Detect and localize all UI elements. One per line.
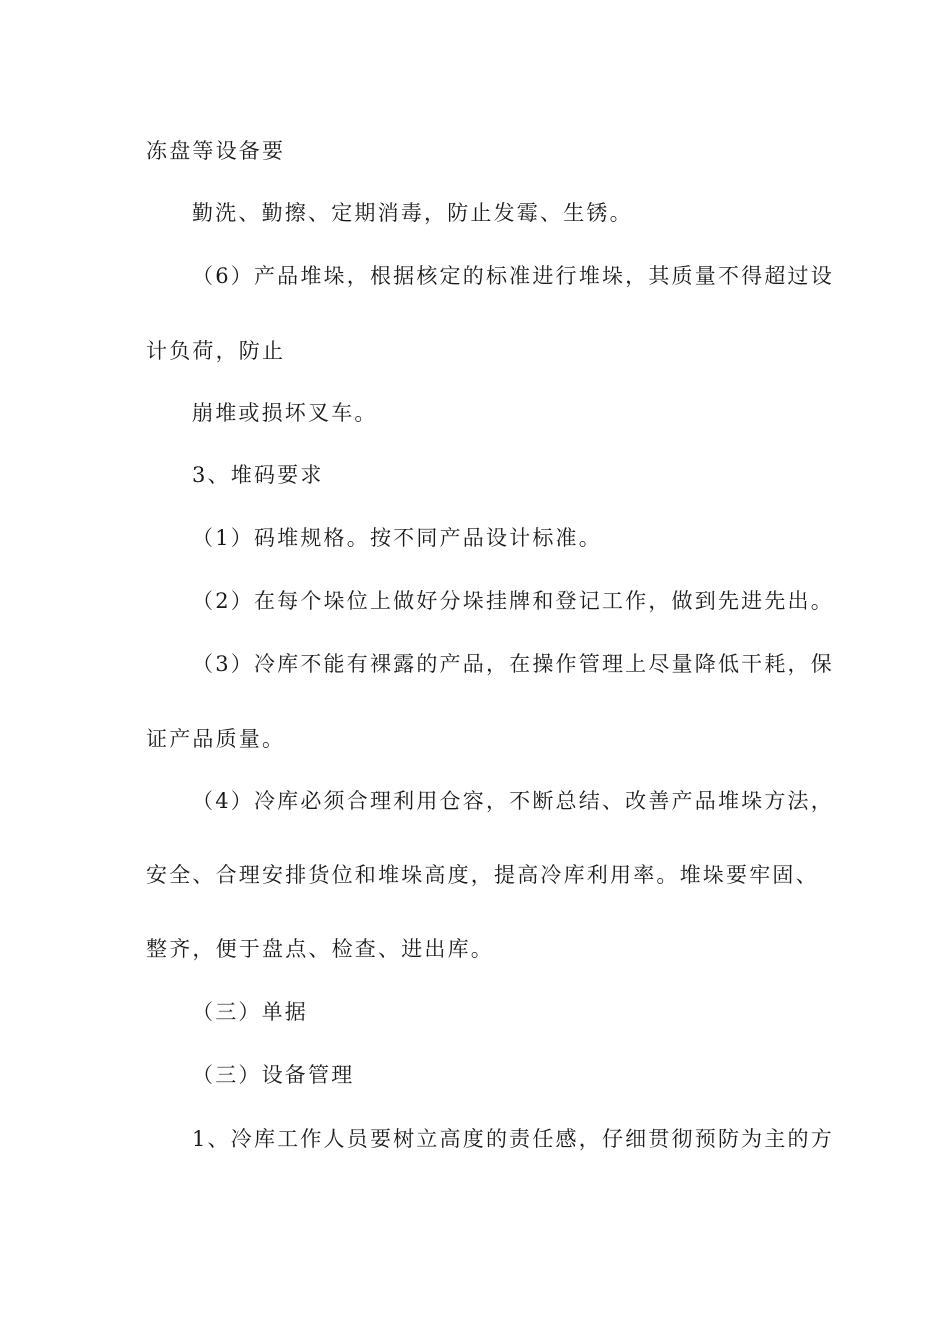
text-line-4: 计负荷，防止: [146, 339, 286, 363]
text-line-12: 安全、合理安排货位和堆垛高度，提高冷库利用率。堆垛要牢固、: [146, 863, 819, 887]
text-line-1: 冻盘等设备要: [146, 139, 286, 163]
text-line-15: （三）设备管理: [192, 1063, 355, 1087]
text-line-3: （6）产品堆垛，根据核定的标准进行堆垛，其质量不得超过设: [192, 264, 834, 288]
text-line-16: 1、冷库工作人员要树立高度的责任感，仔细贯彻预防为主的方: [192, 1127, 834, 1151]
text-line-6: 3、堆码要求: [192, 463, 324, 487]
text-line-5: 崩堆或损坏叉车。: [192, 401, 378, 425]
text-line-8: （2）在每个垛位上做好分垛挂牌和登记工作，做到先进先出。: [192, 589, 834, 613]
text-line-9: （3）冷库不能有裸露的产品，在操作管理上尽量降低干耗，保: [192, 652, 834, 676]
text-line-10: 证产品质量。: [146, 727, 286, 751]
text-line-11: （4）冷库必须合理利用仓容，不断总结、改善产品堆垛方法，: [192, 789, 834, 813]
text-line-2: 勤洗、勤擦、定期消毒，防止发霉、生锈。: [192, 201, 633, 225]
text-line-13: 整齐，便于盘点、检查、进出库。: [146, 937, 494, 961]
text-line-7: （1）码堆规格。按不同产品设计标准。: [192, 526, 602, 550]
text-line-14: （三）单据: [192, 1000, 308, 1024]
